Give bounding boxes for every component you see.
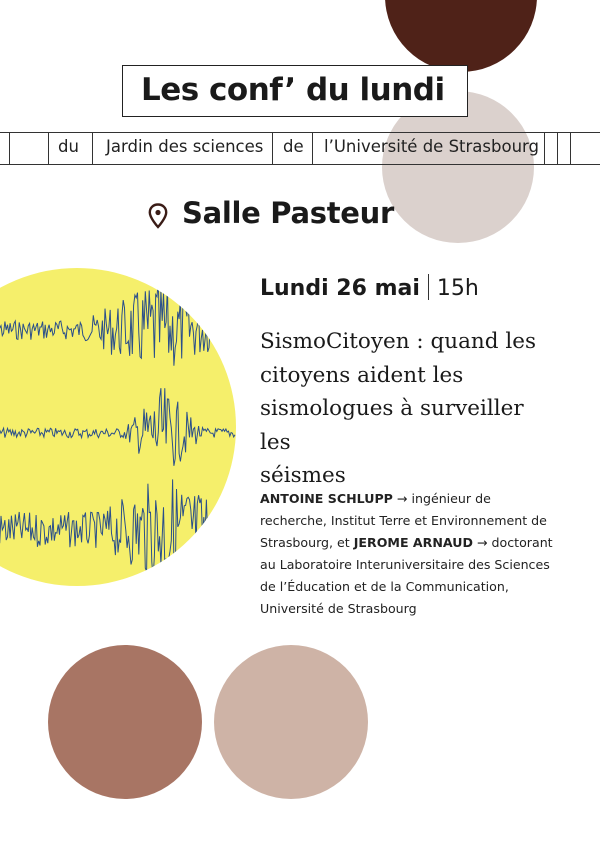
- ruler-divider: [9, 132, 10, 165]
- organizer-ruler: [0, 132, 600, 165]
- ruler-divider: [312, 132, 313, 165]
- ruler-text-universite: l’Université de Strasbourg: [324, 137, 539, 156]
- speakers-description: [260, 488, 560, 620]
- decorative-circle-pink: [214, 645, 368, 799]
- speaker-affiliation: → ingénieur de recherche, Institut Terre et Environnement de Strasbourg, et: [260, 491, 547, 550]
- seismogram-illustration: [0, 268, 236, 586]
- ruler-divider: [48, 132, 49, 165]
- location-pin-icon: [148, 203, 168, 229]
- series-title-box: [122, 65, 468, 117]
- decorative-circle-dark: [385, 0, 537, 72]
- seismogram-waves: [0, 268, 236, 586]
- event-datetime: [260, 274, 479, 301]
- ruler-divider: [557, 132, 558, 165]
- event-time: 15h: [436, 276, 479, 301]
- seismogram-trace: [0, 479, 235, 583]
- talk-title: [260, 325, 560, 493]
- ruler-text-jardin: Jardin des sciences: [106, 137, 264, 156]
- venue-name: Salle Pasteur: [182, 196, 394, 230]
- ruler-divider: [544, 132, 545, 165]
- series-title: Les conf’ du lundi: [141, 72, 445, 108]
- speaker-name: ANTOINE SCHLUPP: [260, 491, 393, 506]
- decorative-circle-terracotta: [48, 645, 202, 799]
- ruler-text-de: de: [283, 137, 304, 156]
- datetime-separator: [428, 274, 429, 300]
- ruler-divider: [570, 132, 571, 165]
- ruler-text-du: du: [58, 137, 79, 156]
- talk-title-line: citoyens aident les: [260, 362, 464, 388]
- talk-title-line: SismoCitoyen : quand les: [260, 329, 537, 354]
- talk-title-line: séismes: [260, 463, 346, 488]
- talk-title-line: sismologues à surveiller les: [260, 396, 524, 455]
- ruler-divider: [272, 132, 273, 165]
- seismogram-trace: [0, 280, 235, 365]
- ruler-top-line: [0, 132, 600, 133]
- event-date: Lundi 26 mai: [260, 276, 420, 301]
- ruler-divider: [92, 132, 93, 165]
- ruler-bottom-line: [0, 164, 600, 165]
- seismogram-trace: [0, 388, 235, 466]
- speaker-name: JEROME ARNAUD: [353, 535, 473, 550]
- speaker-affiliation: → doctorant au Laboratoire Interuniversitaire des Sciences de l’Éducation et de la Communication, Université de Strasbourg: [260, 535, 553, 616]
